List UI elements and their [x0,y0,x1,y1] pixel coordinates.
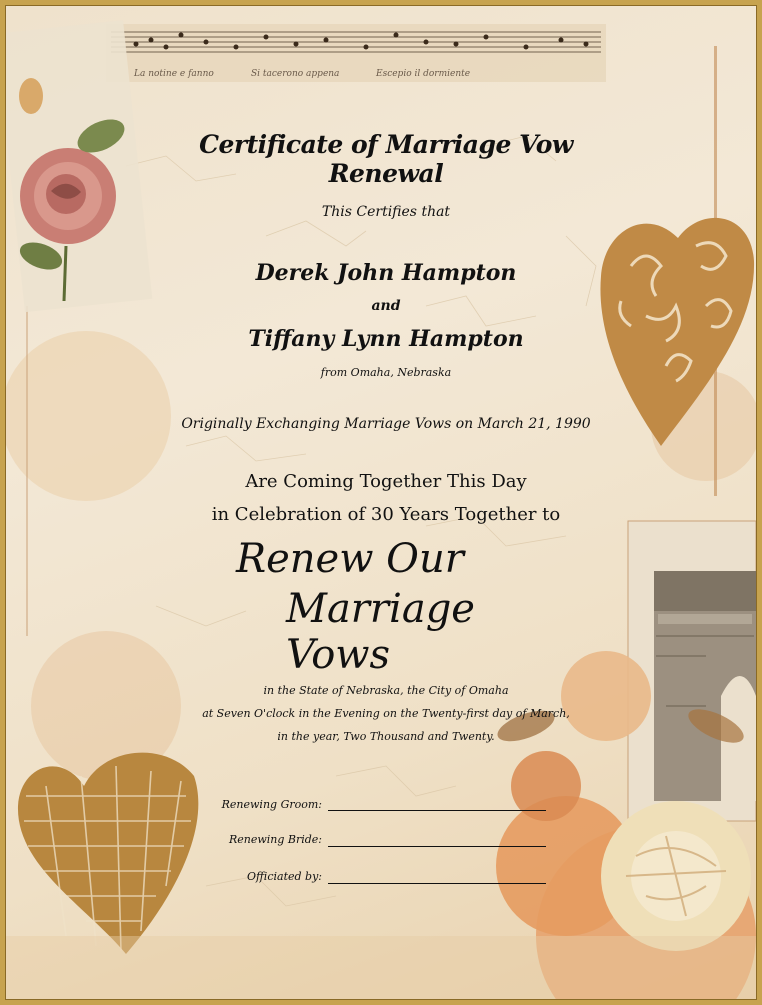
crackle-heart-icon [18,753,198,954]
faded-flower-left [6,331,171,501]
bride-signature-label: Renewing Bride: [228,833,322,846]
sheet-music-text-3: Escepio il dormiente [376,69,471,79]
renew-heading-line-2: Marriage Vows [286,586,475,678]
sheet-music-text-2: Si tacerono appena [251,69,340,79]
hometown-text: from Omaha, Nebraska [320,366,452,379]
renew-heading-line-1: Renew Our [236,536,464,582]
groom-signature-line[interactable] [328,810,546,811]
officiant-signature-label: Officiated by: [247,870,322,883]
certificate-title: Certificate of Marriage Vow Renewal [199,130,573,188]
ceremony-details-line-1: in the State of Nebraska, the City of Omaha [263,684,509,697]
ceremony-details-line-2: at Seven O'clock in the Evening on the Twenty-first day of March, [202,707,570,720]
officiant-signature-line[interactable] [328,883,546,884]
original-vows-text: Originally Exchanging Marriage Vows on March 21, 1990 [181,416,591,432]
bride-name: Tiffany Lynn Hampton [248,326,524,352]
groom-name: Derek John Hampton [255,260,517,286]
sheet-music-text-1: La notine e fanno [134,69,214,79]
certifies-text: This Certifies that [321,204,451,220]
bride-signature-line[interactable] [328,846,546,847]
coming-together-line-1: Are Coming Together This Day [245,471,527,492]
triumphal-arch-photo [628,521,756,821]
conjunction-text: and [371,298,401,314]
ceremony-details-line-3: in the year, Two Thousand and Twenty. [277,730,495,743]
groom-signature-label: Renewing Groom: [221,798,322,811]
coming-together-line-2: in Celebration of 30 Years Together to [211,504,561,525]
sheet-music-strip [106,24,606,82]
